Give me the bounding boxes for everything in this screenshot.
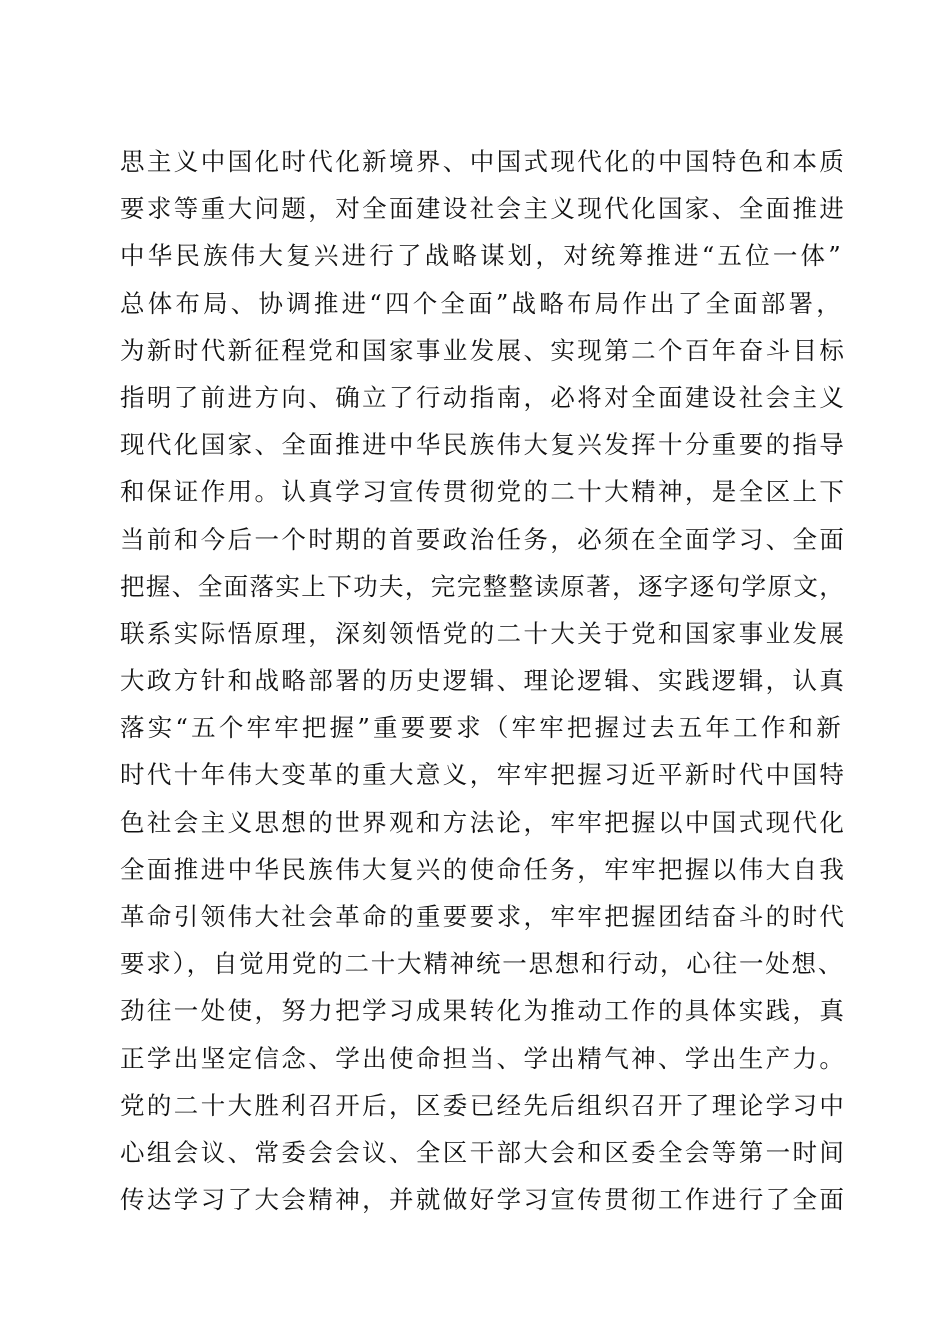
text-line: 当前和今后一个时期的首要政治任务，必须在全面学习、全面 — [120, 524, 847, 554]
text-line: 思主义中国化时代化新境界、中国式现代化的中国特色和本质 — [120, 147, 847, 176]
text-line: 要求），自觉用党的二十大精神统一思想和行动，心往一处想、 — [120, 949, 845, 979]
text-line: 色社会主义思想的世界观和方法论，牢牢把握以中国式现代化 — [120, 807, 847, 837]
text-line: 和保证作用。认真学习宣传贯彻党的二十大精神，是全区上下 — [120, 477, 847, 507]
text-line: 传达学习了大会精神，并就做好学习宣传贯彻工作进行了全面 — [120, 1185, 847, 1215]
text-line: 党的二十大胜利召开后，区委已经先后组织召开了理论学习中 — [120, 1090, 847, 1120]
text-line: 中华民族伟大复兴进行了战略谋划，对统筹推进“五位一体” — [120, 241, 844, 271]
body-text — [120, 138, 847, 1223]
text-line: 劲往一处使，努力把学习成果转化为推动工作的具体实践，真 — [120, 996, 847, 1026]
text-line: 联系实际悟原理，深刻领悟党的二十大关于党和国家事业发展 — [120, 618, 847, 648]
text-line: 总体布局、协调推进“四个全面”战略布局作出了全面部署， — [120, 288, 844, 318]
text-line: 心组会议、常委会会议、全区干部大会和区委全会等第一时间 — [120, 1137, 847, 1167]
text-line: 把握、全面落实上下功夫，完完整整读原著，逐字逐句学原文， — [120, 571, 846, 601]
text-line: 正学出坚定信念、学出使命担当、学出精气神、学出生产力。 — [120, 1043, 847, 1073]
text-line: 要求等重大问题，对全面建设社会主义现代化国家、全面推进 — [120, 194, 847, 224]
text-line: 全面推进中华民族伟大复兴的使命任务，牢牢把握以伟大自我 — [120, 854, 847, 884]
text-line: 指明了前进方向、确立了行动指南，必将对全面建设社会主义 — [120, 382, 847, 412]
text-line: 落实“五个牢牢把握”重要要求（牢牢把握过去五年工作和新 — [120, 713, 844, 743]
text-line: 为新时代新征程党和国家事业发展、实现第二个百年奋斗目标 — [120, 335, 847, 365]
text-line: 大政方针和战略部署的历史逻辑、理论逻辑、实践逻辑，认真 — [120, 666, 847, 696]
text-line: 革命引领伟大社会革命的重要要求，牢牢把握团结奋斗的时代 — [120, 902, 847, 931]
text-line: 现代化国家、全面推进中华民族伟大复兴发挥十分重要的指导 — [120, 430, 847, 460]
text-line: 时代十年伟大变革的重大意义，牢牢把握习近平新时代中国特 — [120, 760, 847, 790]
